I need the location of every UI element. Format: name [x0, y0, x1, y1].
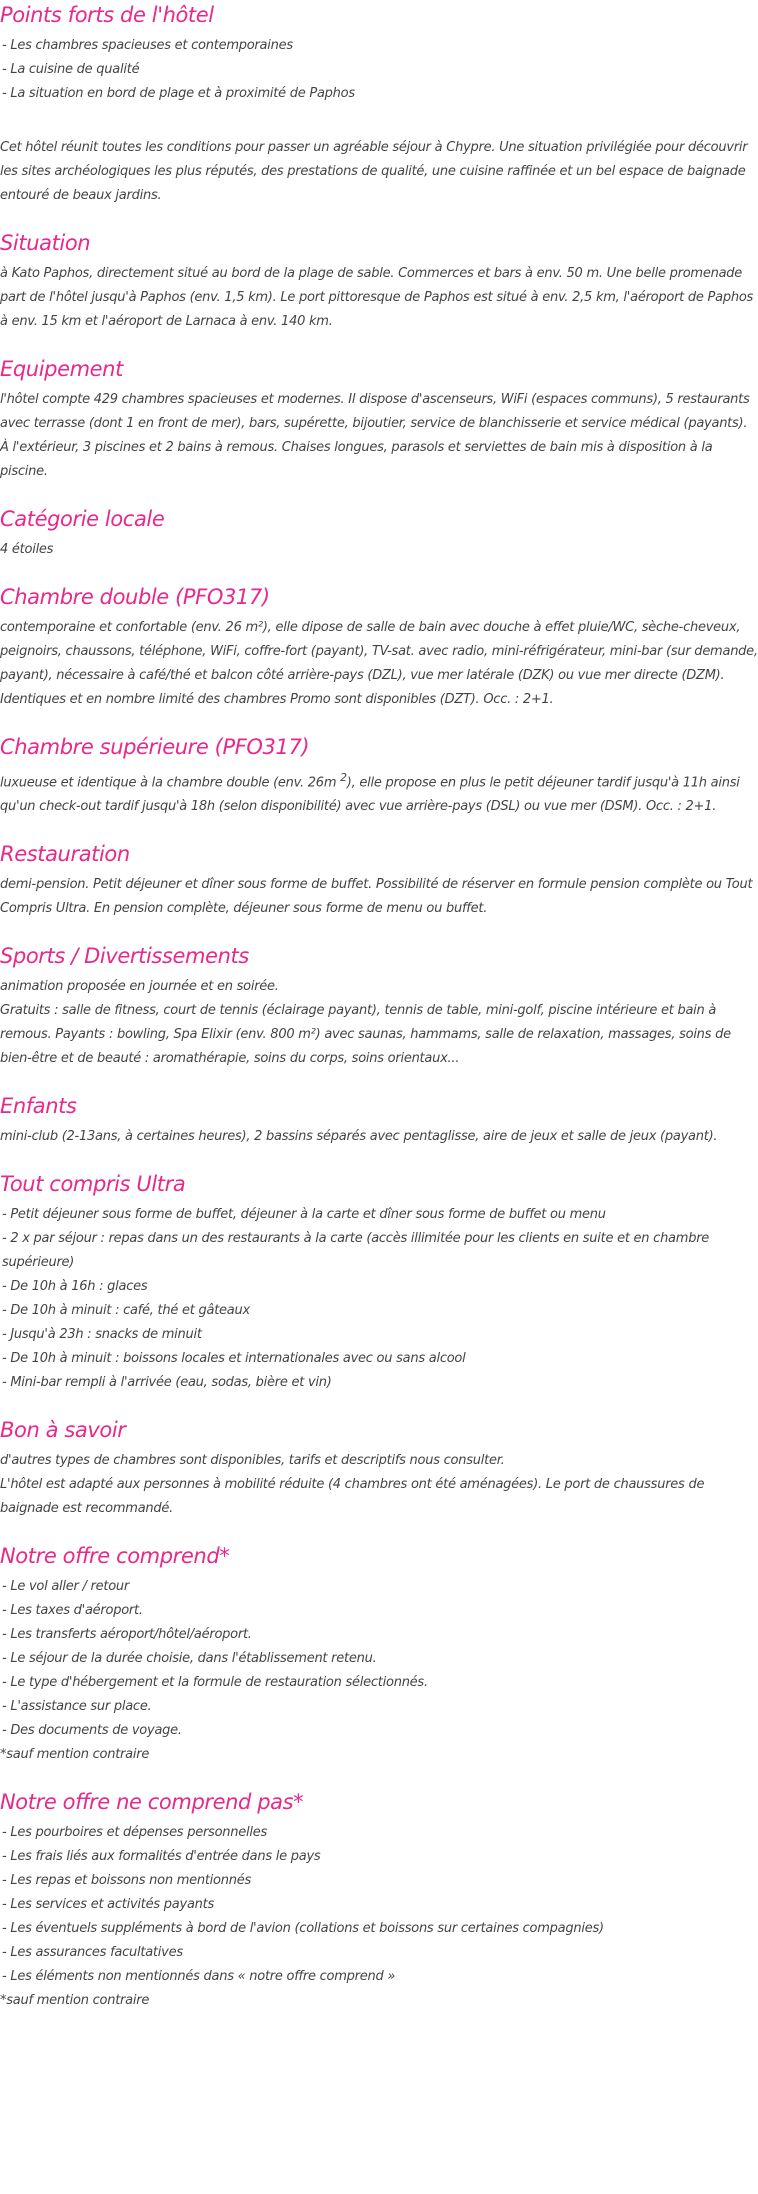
heading-categorie: Catégorie locale: [0, 507, 165, 531]
heading-offre-comprend: Notre offre comprend*: [0, 1544, 230, 1569]
section-enfants: [0, 1091, 758, 1149]
spacer: [0, 819, 758, 839]
spacer: [0, 1149, 758, 1169]
bon-a-savoir-text-1: d'autres types de chambres sont disponibles, tarifs et descriptifs nous consulter.: [0, 1453, 505, 1469]
section-points-forts: [0, 0, 758, 208]
superscript: 2: [340, 771, 347, 784]
sports-text-1: animation proposée en journée et en soirée.: [0, 979, 279, 995]
section-tout-compris: [0, 1169, 758, 1395]
list-item: - La cuisine de qualité: [2, 62, 140, 77]
list-item: - De 10h à 16h : glaces: [2, 1279, 148, 1295]
footnote: *sauf mention contraire: [0, 1747, 150, 1763]
chambre-superieure-text: [0, 766, 758, 819]
list-item: - Jusqu'à 23h : snacks de minuit: [2, 1327, 202, 1343]
list-item: - Les repas et boissons non mentionnés: [2, 1873, 252, 1889]
spacer: [0, 562, 758, 582]
situation-text: à Kato Paphos, directement situé au bord de la plage de sable. Commerces et bars à env. 50 m. Une belle promenade part de l'hôtel jusqu'à Paphos (env. 1,5 km). Le port pittoresque de Paphos est situé à env. 2,5 km, l'aéroport de Paphos à env. 15 km et l'aéroport de Larnaca à env. 140 km.: [0, 266, 754, 329]
list-item: - Les éléments non mentionnés dans « notre offre comprend »: [2, 1969, 396, 1985]
list-item: - De 10h à minuit : boissons locales et internationales avec ou sans alcool: [2, 1351, 466, 1367]
bon-a-savoir-text-2: L'hôtel est adapté aux personnes à mobilité réduite (4 chambres ont été aménagées). Le port de chaussures de baignade est recommandé.: [0, 1477, 705, 1517]
spacer: [0, 1395, 758, 1415]
heading-sports: Sports / Divertissements: [0, 944, 249, 969]
spacer: [0, 126, 758, 136]
categorie-text: 4 étoiles: [0, 542, 54, 557]
heading-situation: Situation: [0, 231, 91, 255]
spacer: [0, 1521, 758, 1541]
list-item: - Les pourboires et dépenses personnelles: [2, 1825, 268, 1841]
chambre-double-text: contemporaine et confortable (env. 26 m²), elle dipose de salle de bain avec douche à effet pluie/WC, sèche-cheveux, peignoirs, chaussons, téléphone, WiFi, coffre-fort (payant), TV-sat. avec radio, mini-réfrigérateur, mini-bar (sur demande, payant), nécessaire à café/thé et balcon côté arrière-pays (DZL), vue mer latérale (DZK) ou vue mer directe (DZM). Identiques et en nombre limité des chambres Promo sont disponibles (DZT). Occ. : 2+1.: [0, 620, 758, 707]
sports-text-2: Gratuits : salle de fitness, court de tennis (éclairage payant), tennis de table, mini-golf, piscine intérieure et bain à remous. Payants : bowling, Spa Elixir (env. 800 m²) avec saunas, hammams, salle de relaxation, massages, soins de bien-être et de beauté : aromathérapie, soins du corps, soins orientaux...: [0, 1003, 731, 1067]
section-chambre-superieure: [0, 732, 758, 819]
heading-chambre-double: Chambre double (PFO317): [0, 585, 270, 609]
list-item: - Le type d'hébergement et la formule de restauration sélectionnés.: [2, 1675, 428, 1691]
spacer: [0, 106, 758, 126]
heading-chambre-superieure: Chambre supérieure (PFO317): [0, 735, 310, 759]
heading-bon-a-savoir: Bon à savoir: [0, 1418, 126, 1443]
spacer: [0, 1767, 758, 1787]
spacer: [0, 334, 758, 354]
section-equipement: [0, 354, 758, 484]
heading-offre-ne-comprend: Notre offre ne comprend pas*: [0, 1790, 304, 1815]
text-part: ), elle propose en plus le petit déjeuner tardif jusqu'à 11h ainsi qu'un check-out tardif jusqu'à 18h (selon disponibilité) avec vue arrière-pays (DSL) ou vue mer (DSM). Occ. : 2+1.: [0, 775, 740, 815]
spacer: [0, 712, 758, 732]
list-item: - Les chambres spacieuses et contemporaines: [2, 38, 293, 53]
section-offre-comprend: [0, 1541, 758, 1767]
list-item: - Les frais liés aux formalités d'entrée dans le pays: [2, 1849, 321, 1865]
spacer: [0, 921, 758, 941]
heading-equipement: Equipement: [0, 357, 123, 381]
list-item: - Le séjour de la durée choisie, dans l'établissement retenu.: [2, 1651, 377, 1667]
section-bon-a-savoir: [0, 1415, 758, 1521]
list-item: - Les transferts aéroport/hôtel/aéroport.: [2, 1627, 252, 1643]
restauration-text: demi-pension. Petit déjeuner et dîner sous forme de buffet. Possibilité de réserver en formule pension complète ou Tout Compris Ultra. En pension complète, déjeuner sous forme de menu ou buffet.: [0, 877, 753, 917]
heading-enfants: Enfants: [0, 1094, 77, 1119]
list-item: - Les taxes d'aéroport.: [2, 1603, 143, 1619]
list-item: - Mini-bar rempli à l'arrivée (eau, sodas, bière et vin): [2, 1375, 332, 1391]
section-situation: [0, 228, 758, 334]
equipement-text: l'hôtel compte 429 chambres spacieuses et modernes. Il dispose d'ascenseurs, WiFi (espaces communs), 5 restaurants avec terrasse (dont 1 en front de mer), bars, supérette, bijoutier, service de blanchisserie et service médical (payants). À l'extérieur, 3 piscines et 2 bains à remous. Chaises longues, parasols et serviettes de bain mis à disposition à la piscine.: [0, 392, 750, 479]
heading-points-forts: Points forts de l'hôtel: [0, 3, 214, 27]
enfants-text: mini-club (2-13ans, à certaines heures), 2 bassins séparés avec pentaglisse, aire de jeux et salle de jeux (payant).: [0, 1129, 718, 1145]
list-item: - 2 x par séjour : repas dans un des restaurants à la carte (accès illimitée pour les clients en suite et en chambre supérieure): [2, 1231, 710, 1271]
section-categorie: [0, 504, 758, 562]
heading-restauration: Restauration: [0, 842, 130, 867]
list-item: - Petit déjeuner sous forme de buffet, déjeuner à la carte et dîner sous forme de buffet ou menu: [2, 1207, 606, 1223]
heading-tout-compris: Tout compris Ultra: [0, 1172, 186, 1197]
section-offre-ne-comprend: [0, 1787, 758, 2013]
list-item: - Les assurances facultatives: [2, 1945, 183, 1961]
list-item: - Le vol aller / retour: [2, 1579, 129, 1595]
list-item: - La situation en bord de plage et à proximité de Paphos: [2, 86, 355, 101]
list-item: - De 10h à minuit : café, thé et gâteaux: [2, 1303, 250, 1319]
list-item: - Les éventuels suppléments à bord de l'avion (collations et boissons sur certaines compagnies): [2, 1921, 604, 1937]
list-item: - L'assistance sur place.: [2, 1699, 152, 1715]
footnote: *sauf mention contraire: [0, 1993, 150, 2009]
spacer: [0, 208, 758, 228]
section-chambre-double: [0, 582, 758, 712]
spacer: [0, 484, 758, 504]
spacer: [0, 1071, 758, 1091]
text-part: luxueuse et identique à la chambre double (env. 26m: [0, 775, 341, 791]
section-sports: [0, 941, 758, 1071]
intro-paragraph: Cet hôtel réunit toutes les conditions pour passer un agréable séjour à Chypre. Une situation privilégiée pour découvrir les sites archéologiques les plus réputés, des prestations de qualité, une cuisine raffinée et un bel espace de baignade entouré de beaux jardins.: [0, 140, 748, 203]
section-restauration: [0, 839, 758, 921]
list-item: - Des documents de voyage.: [2, 1723, 182, 1739]
list-item: - Les services et activités payants: [2, 1897, 215, 1913]
